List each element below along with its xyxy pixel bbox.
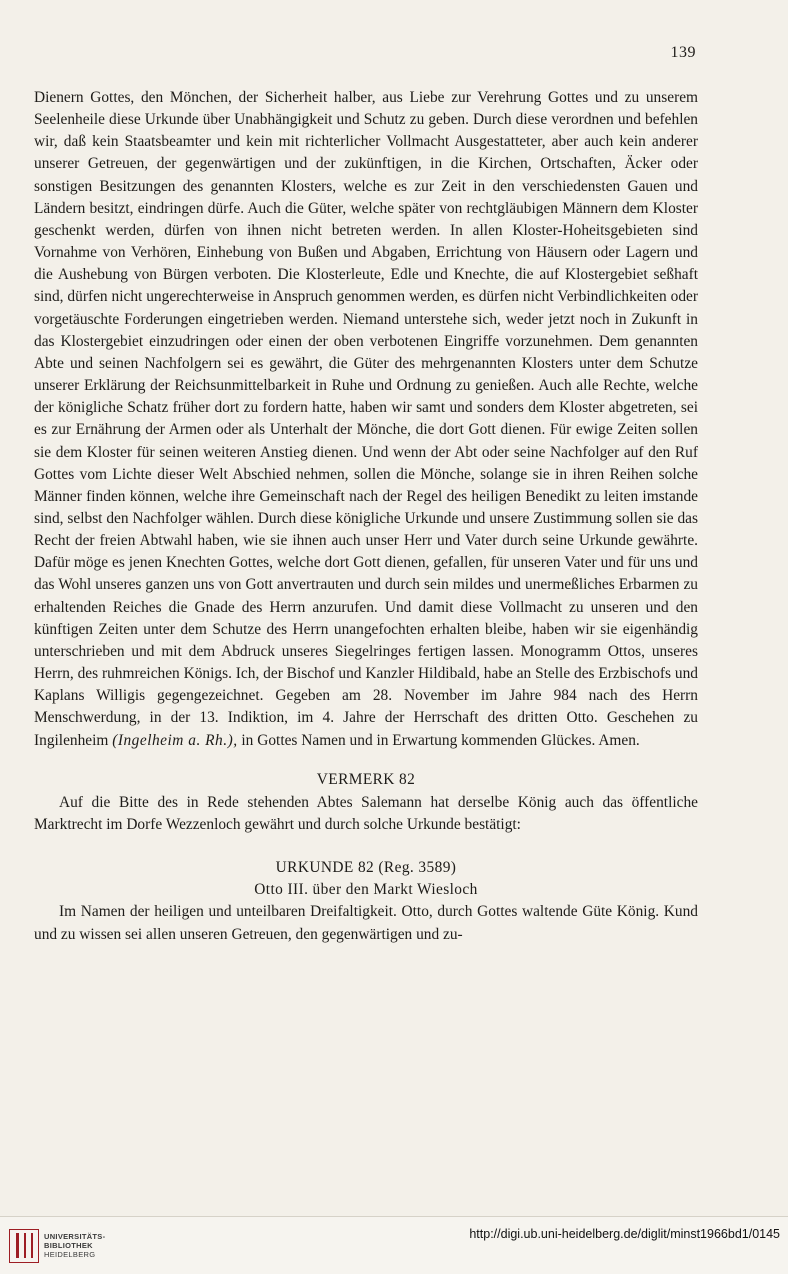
logo-line-2: BIBLIOTHEK — [44, 1241, 93, 1250]
library-logo-text — [44, 1232, 105, 1259]
urkunde-heading: URKUNDE 82 (Reg. 3589) — [275, 859, 457, 877]
charter-closing-text: in Gottes Namen und in Erwartung kommenden Glückes. Amen. — [237, 731, 640, 749]
main-text-block — [34, 87, 698, 946]
logo-line-1: UNIVERSITÄTS- — [44, 1232, 106, 1241]
source-url-link[interactable]: http://digi.ub.uni-heidelberg.de/diglit/minst1966bd1/0145 — [469, 1227, 780, 1241]
charter-continuation-paragraph — [34, 87, 698, 752]
library-footer — [0, 1217, 788, 1274]
vermerk-paragraph: Auf die Bitte des in Rede stehenden Abtes Salemann hat derselbe König auch das öffentliche Marktrecht im Dorfe Wezzenloch gewährt und durch solche Urkunde bestätigt: — [34, 793, 698, 833]
charter-continuation-text: Dienern Gottes, den Mönchen, der Sicherheit halber, aus Liebe zur Verehrung Gottes und zu unserem Seelenheile diese Urkunde über Unabhängigkeit und Schutz zu geben. Durch diese verordnen und befehlen wir, daß kein Staatsbeamter und kein mit richterlicher Vollmacht Ausgestatteter, aber auch kein anderer unserer Getreuen, der gegenwärtigen und der zukünftigen, in die Kirchen, Ortschaften, Äcker oder sonstigen Besitzungen des genannten Klosters, welche es zur Zeit in den verschiedensten Gauen und Ländern besitzt, eindringen dürfe. Auch die Güter, welche später von rechtgläubigen Männern dem Kloster geschenkt werden, dürfen von ihnen nicht betreten werden. In allen Kloster-Hoheitsgebieten sind Vornahme von Verhören, Einhebung von Bußen und Abgaben, Errichtung von Häusern oder Lagern und die Aushebung von Bürgen verboten. Die Klosterleute, Edle und Knechte, die auf Klostergebiet seßhaft sind, dürfen nicht ungerechterweise in Anspruch genommen werden, es dürfen nicht Verbindlichkeiten oder vorgetäuschte Forderungen eingetrieben werden. Niemand unterstehe sich, weder jetzt noch in Zukunft in das Klostergebiet einzudringen oder einen der oben verbotenen Eingriffe vorzunehmen. Dem genannten Abte und seinen Nachfolgern sei es gewährt, die Güter des mehrgenannten Klosters unter dem Schutze unserer Erklärung der Reichsunmittelbarkeit in Ruhe und Ordnung zu genießen. Auch alle Rechte, welche der königliche Schatz früher dort zu fordern hatte, haben wir samt und sonders dem Kloster abgetreten, sei es zur Ernährung der Armen oder als Unterhalt der Mönche, die dort Gott dienen. Für ewige Zeiten sollen sie dem Kloster für seinen weiteren Anstieg dienen. Und wenn der Abt oder seine Nachfolger auf den Ruf Gottes vom Lichte dieser Welt Abschied nehmen, sollen die Mönche, solange sie in ihren Reihen solche Männer finden können, welche ihre Gemeinschaft nach der Regel des heiligen Benedikt zu leiten imstande sind, selbst den Nachfolger wählen. Durch diese königliche Urkunde und unsere Zustimmung sollen sie das Recht der freien Abtwahl haben, wie sie ihnen auch unser Herr und Vater durch seine Urkunde gewährte. Dafür möge es jenen Knechten Gottes, welche dort Gott dienen, gefallen, für unseren Vater und für uns und das Wohl unseres ganzen uns von Gott anvertrauten und durch sein mildes und unermeßliches Erbarmen zu erhaltenden Reiches die Gnade des Herrn anzurufen. Und damit diese Vollmacht zu unseren und den künftigen Zeiten unter dem Schutze des Herrn unangefochten erhalten bleibe, haben wir sie eigenhändig unterschrieben und mit dem Abdruck unseres Siegelringes fertigen lassen. Monogramm Ottos, unseres Herrn, des ruhmreichen Königs. Ich, der Bischof und Kanzler Hildibald, habe an Stelle des Erzbischofs und Kaplans Willigis gegengezeichnet. Gegeben am 28. November im Jahre 984 nach des Herrn Menschwerdung, in der 13. Indiktion, im 4. Jahre der Herrschaft des dritten Otto. Geschehen zu Ingilenheim — [34, 89, 698, 749]
urkunde-subheading: Otto III. über den Markt Wiesloch — [254, 881, 478, 899]
place-gloss: (Ingelheim a. Rh.), — [112, 731, 238, 749]
page-number: 139 — [670, 44, 696, 61]
library-logo-icon — [9, 1229, 39, 1263]
vermerk-heading: VERMERK 82 — [316, 770, 416, 788]
urkunde-paragraph: Im Namen der heiligen und unteilbaren Dreifaltigkeit. Otto, durch Gottes waltende Güte König. Kund und zu wissen sei allen unseren Getreuen, den gegenwärtigen und zu- — [34, 903, 698, 943]
logo-line-3: HEIDELBERG — [44, 1250, 96, 1259]
